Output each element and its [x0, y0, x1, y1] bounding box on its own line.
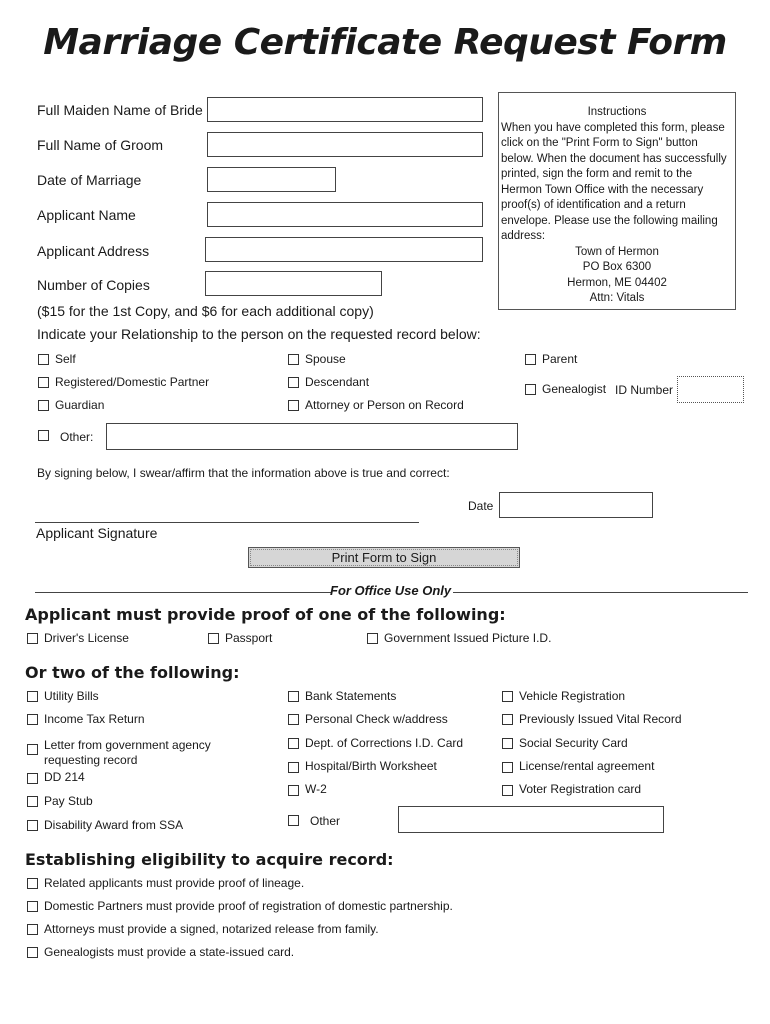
drivers-license-checkbox[interactable] [27, 633, 38, 644]
passport-label: Passport [225, 631, 273, 645]
marriage-date-label: Date of Marriage [37, 172, 142, 188]
office-divider-right [453, 592, 748, 593]
guardian-label: Guardian [55, 398, 105, 412]
other-relationship-input[interactable] [106, 423, 518, 450]
groom-name-label: Full Name of Groom [37, 137, 164, 153]
spouse-label: Spouse [305, 352, 346, 366]
dd214-checkbox[interactable] [27, 773, 38, 784]
bank-statements-label: Bank Statements [305, 689, 397, 703]
license-rental-checkbox[interactable] [502, 762, 513, 773]
income-tax-label: Income Tax Return [44, 712, 145, 726]
marriage-date-input[interactable] [207, 167, 336, 192]
personal-check-label: Personal Check w/address [305, 712, 448, 726]
personal-check-checkbox[interactable] [288, 714, 299, 725]
bank-statements-checkbox[interactable] [288, 691, 299, 702]
hospital-worksheet-label: Hospital/Birth Worksheet [305, 759, 437, 773]
relationship-prompt: Indicate your Relationship to the person on the requested record below: [37, 326, 481, 342]
groom-name-input[interactable] [207, 132, 483, 157]
page-title: Marriage Certificate Request Form [43, 22, 727, 63]
other-relationship-checkbox[interactable] [38, 430, 49, 441]
disability-checkbox[interactable] [27, 820, 38, 831]
bride-name-input[interactable] [207, 97, 483, 122]
domestic-partnership-checkbox[interactable] [27, 901, 38, 912]
agency-letter-label-2: requesting record [44, 753, 138, 767]
signature-line [35, 522, 419, 523]
social-security-label: Social Security Card [519, 736, 628, 750]
self-label: Self [55, 352, 76, 366]
print-form-button[interactable]: Print Form to Sign [248, 547, 520, 568]
applicant-name-label: Applicant Name [37, 207, 136, 223]
attorney-checkbox[interactable] [288, 400, 299, 411]
state-card-checkbox[interactable] [27, 947, 38, 958]
utility-bills-checkbox[interactable] [27, 691, 38, 702]
eligibility-heading: Establishing eligibility to acquire record: [25, 850, 394, 869]
spouse-checkbox[interactable] [288, 354, 299, 365]
vehicle-registration-label: Vehicle Registration [519, 689, 626, 703]
passport-checkbox[interactable] [208, 633, 219, 644]
pay-stub-label: Pay Stub [44, 794, 93, 808]
other-proof-label: Other [310, 814, 341, 828]
vital-record-checkbox[interactable] [502, 714, 513, 725]
instructions-heading: Instructions [587, 106, 647, 118]
partner-label: Registered/Domestic Partner [55, 375, 210, 389]
bride-name-label: Full Maiden Name of Bride [37, 102, 203, 118]
social-security-checkbox[interactable] [502, 738, 513, 749]
genealogist-checkbox[interactable] [525, 384, 536, 395]
corrections-id-checkbox[interactable] [288, 738, 299, 749]
descendant-checkbox[interactable] [288, 377, 299, 388]
lineage-checkbox[interactable] [27, 878, 38, 889]
gov-id-checkbox[interactable] [367, 633, 378, 644]
signature-label: Applicant Signature [36, 525, 158, 541]
address-line-2: PO Box 6300 [582, 261, 652, 273]
instructions-body: When you have completed this form, please click on the "Print Form to Sign" button below. When the document has successfully printed, sign the form and remit to the Hermon Town Office with the necessary proof(s) of identification and a return envelope. Please use the following mailing address: [501, 121, 727, 242]
attorney-label: Attorney or Person on Record [305, 398, 464, 412]
copies-input[interactable] [205, 271, 382, 296]
w2-label: W-2 [305, 782, 327, 796]
corrections-id-label: Dept. of Corrections I.D. Card [305, 736, 464, 750]
parent-checkbox[interactable] [525, 354, 536, 365]
voter-registration-label: Voter Registration card [519, 782, 642, 796]
signature-date-input[interactable] [499, 492, 653, 518]
agency-letter-label-1: Letter from government agency [44, 738, 211, 752]
descendant-label: Descendant [305, 375, 370, 389]
notarized-release-checkbox[interactable] [27, 924, 38, 935]
pay-stub-checkbox[interactable] [27, 796, 38, 807]
w2-checkbox[interactable] [288, 785, 299, 796]
proof-one-heading: Applicant must provide proof of one of the following: [25, 605, 506, 624]
utility-bills-label: Utility Bills [44, 689, 99, 703]
vehicle-registration-checkbox[interactable] [502, 691, 513, 702]
applicant-address-label: Applicant Address [37, 243, 150, 259]
other-proof-checkbox[interactable] [288, 815, 299, 826]
date-label: Date [468, 499, 494, 513]
self-checkbox[interactable] [38, 354, 49, 365]
address-line-3: Hermon, ME 04402 [567, 276, 667, 289]
proof-two-heading: Or two of the following: [25, 663, 240, 682]
address-line-1: Town of Hermon [575, 245, 659, 258]
vital-record-label: Previously Issued Vital Record [519, 712, 682, 726]
office-divider-left [35, 592, 332, 593]
id-number-label: ID Number [615, 383, 674, 397]
notarized-release-label: Attorneys must provide a signed, notarized release from family. [44, 922, 379, 936]
income-tax-checkbox[interactable] [27, 714, 38, 725]
other-relationship-label: Other: [60, 430, 94, 444]
agency-letter-checkbox[interactable] [27, 744, 38, 755]
state-card-label: Genealogists must provide a state-issued card. [44, 945, 295, 959]
gov-id-label: Government Issued Picture I.D. [384, 631, 552, 645]
copies-label: Number of Copies [37, 277, 150, 293]
instructions-box [498, 92, 736, 310]
parent-label: Parent [542, 352, 578, 366]
drivers-license-label: Driver's License [44, 631, 129, 645]
dd214-label: DD 214 [44, 770, 85, 784]
office-use-label: For Office Use Only [330, 583, 452, 598]
guardian-checkbox[interactable] [38, 400, 49, 411]
other-proof-input[interactable] [398, 806, 664, 833]
license-rental-label: License/rental agreement [519, 759, 655, 773]
fee-note: ($15 for the 1st Copy, and $6 for each additional copy) [37, 303, 374, 319]
applicant-address-input[interactable] [205, 237, 483, 262]
applicant-name-input[interactable] [207, 202, 483, 227]
address-line-4: Attn: Vitals [589, 292, 645, 304]
disability-label: Disability Award from SSA [44, 818, 184, 832]
domestic-partnership-label: Domestic Partners must provide proof of registration of domestic partnership. [44, 899, 453, 913]
genealogist-label: Genealogist [542, 382, 607, 396]
lineage-label: Related applicants must provide proof of lineage. [44, 876, 305, 890]
swear-statement: By signing below, I swear/affirm that the information above is true and correct: [37, 466, 450, 480]
hospital-worksheet-checkbox[interactable] [288, 762, 299, 773]
voter-registration-checkbox[interactable] [502, 785, 513, 796]
partner-checkbox[interactable] [38, 377, 49, 388]
id-number-input[interactable] [677, 376, 744, 403]
